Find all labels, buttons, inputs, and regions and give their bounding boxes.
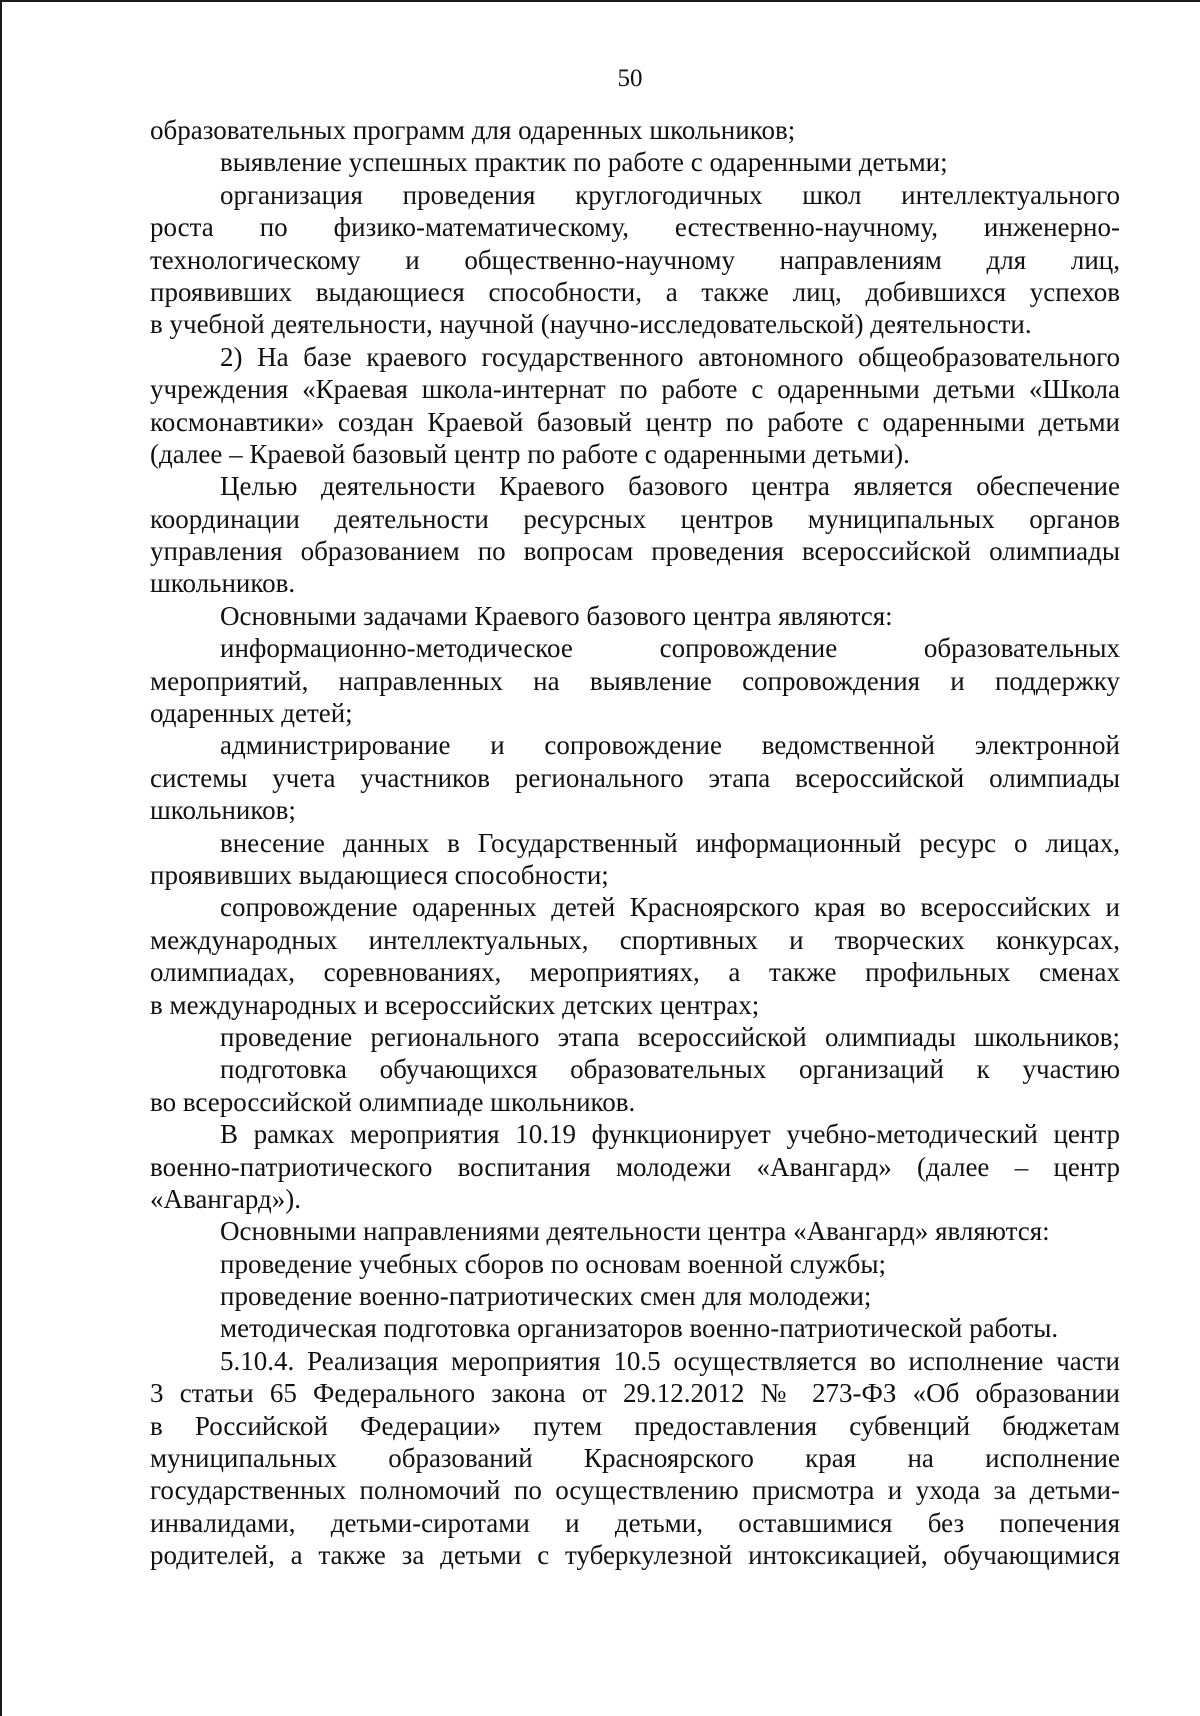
text-line: 3 статьи 65 Федерального закона от 29.12.2012 № 273-ФЗ «Об образовании bbox=[150, 1378, 1120, 1409]
text-line: проведение регионального этапа всероссийской олимпиады школьников; bbox=[220, 1021, 1120, 1052]
text-line: выявление успешных практик по работе с одаренными детьми; bbox=[220, 147, 948, 178]
text-line: олимпиадах, соревнованиях, мероприятиях, а также профильных сменах bbox=[150, 957, 1120, 988]
text-line: подготовка обучающихся образовательных организаций к участию bbox=[220, 1054, 1120, 1085]
document-body bbox=[150, 114, 1120, 1572]
text-line: родителей, а также за детьми с туберкулезной интоксикацией, обучающимися bbox=[150, 1540, 1120, 1571]
text-line: школьников; bbox=[150, 795, 296, 826]
text-line: проведение военно-патриотических смен для молодежи; bbox=[220, 1281, 872, 1312]
text-line: Целью деятельности Краевого базового центра является обеспечение bbox=[220, 471, 1120, 502]
text-line: государственных полномочий по осуществлению присмотра и ухода за детьми- bbox=[150, 1475, 1120, 1506]
text-line: координации деятельности ресурсных центров муниципальных органов bbox=[150, 503, 1120, 534]
text-line: в международных и всероссийских детских центрах; bbox=[150, 989, 760, 1020]
text-line: методическая подготовка организаторов военно-патриотической работы. bbox=[220, 1313, 1059, 1344]
text-line: во всероссийской олимпиаде школьников. bbox=[150, 1086, 636, 1117]
text-line: 5.10.4. Реализация мероприятия 10.5 осуществляется во исполнение части bbox=[220, 1345, 1120, 1376]
text-line: космонавтики» создан Краевой базовый центр по работе с одаренными детьми bbox=[150, 406, 1120, 437]
scan-edge-left bbox=[0, 0, 2, 1716]
text-line: организация проведения круглогодичных школ интеллектуального bbox=[220, 179, 1120, 210]
text-line: учреждения «Краевая школа-интернат по работе с одаренными детьми «Школа bbox=[150, 374, 1120, 405]
text-line: Основными задачами Краевого базового центра являются: bbox=[220, 600, 893, 631]
text-line: одаренных детей; bbox=[150, 698, 353, 729]
text-line: системы учета участников регионального этапа всероссийской олимпиады bbox=[150, 762, 1120, 793]
text-line: В рамках мероприятия 10.19 функционирует учебно-методический центр bbox=[220, 1119, 1120, 1150]
text-line: в учебной деятельности, научной (научно-исследовательской) деятельности. bbox=[150, 309, 1032, 340]
text-line: администрирование и сопровождение ведомственной электронной bbox=[220, 730, 1120, 761]
text-line: инвалидами, детьми-сиротами и детьми, оставшимися без попечения bbox=[150, 1507, 1120, 1538]
text-line: проведение учебных сборов по основам военной службы; bbox=[220, 1248, 886, 1279]
text-line: информационно-методическое сопровождение образовательных bbox=[220, 633, 1120, 664]
text-line: муниципальных образований Красноярского края на исполнение bbox=[150, 1443, 1120, 1474]
text-line: внесение данных в Государственный информационный ресурс о лицах, bbox=[220, 827, 1120, 858]
text-line: проявивших выдающиеся способности, а также лиц, добившихся успехов bbox=[150, 276, 1120, 307]
text-line: мероприятий, направленных на выявление сопровождения и поддержку bbox=[150, 665, 1120, 696]
text-line: военно-патриотического воспитания молодежи «Авангард» (далее – центр bbox=[150, 1151, 1120, 1182]
page-number: 50 bbox=[617, 65, 643, 92]
text-line: технологическому и общественно-научному направлениям для лиц, bbox=[150, 244, 1120, 275]
text-line: «Авангард»). bbox=[150, 1183, 302, 1214]
text-line: Основными направлениями деятельности центра «Авангард» являются: bbox=[220, 1216, 1050, 1247]
text-line: роста по физико-математическому, естественно-научному, инженерно- bbox=[150, 212, 1120, 243]
scan-edge-top bbox=[0, 0, 1200, 2]
text-line: школьников. bbox=[150, 568, 296, 599]
text-line: проявивших выдающиеся способности; bbox=[150, 859, 609, 890]
text-line: управления образованием по вопросам проведения всероссийской олимпиады bbox=[150, 536, 1120, 567]
text-line: сопровождение одаренных детей Красноярского края во всероссийских и bbox=[220, 892, 1120, 923]
text-line: международных интеллектуальных, спортивных и творческих конкурсах, bbox=[150, 924, 1120, 955]
text-line: образовательных программ для одаренных школьников; bbox=[150, 115, 796, 145]
text-line: в Российской Федерации» путем предоставления субвенций бюджетам bbox=[150, 1410, 1120, 1441]
text-line: 2) На базе краевого государственного автономного общеобразовательного bbox=[220, 341, 1120, 372]
text-line: (далее – Краевой базовый центр по работе с одаренными детьми). bbox=[150, 438, 910, 469]
